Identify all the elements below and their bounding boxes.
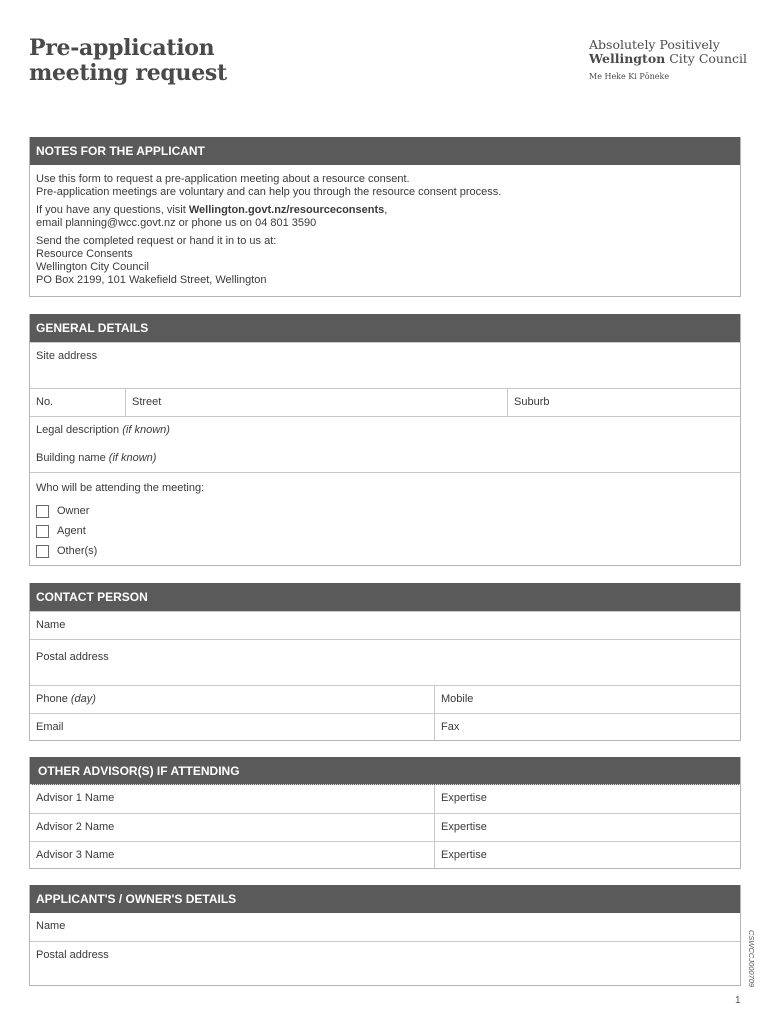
contact-postal-label: Postal address [36,651,109,663]
phone-field[interactable] [30,686,434,713]
phone-note: (day) [70,693,96,705]
applicant-postal-label: Postal address [36,949,109,961]
advisor-2-name-label: Advisor 2 Name [36,821,115,833]
no-label: No. [36,396,54,408]
legal-description-note: (if known) [122,424,170,436]
applicant-name-row[interactable] [30,913,740,941]
address-parts-row [30,388,740,416]
attending-row [30,472,740,566]
building-name-note: (if known) [108,452,157,464]
logo-tagline: Me Heke Ki Pōneke [589,72,670,81]
applicant-name-label: Name [36,920,66,932]
advisor-3-name-field[interactable] [30,842,434,869]
title-line-1: Pre-application [29,35,215,61]
option-agent[interactable] [30,521,740,541]
advisor-2-expertise-label: Expertise [441,821,487,833]
email-field[interactable] [30,714,434,741]
applicant-postal-row[interactable] [30,941,740,985]
logo-line-2 [589,52,747,66]
general-details-section [29,314,741,566]
advisor-2-name-field[interactable] [30,814,434,841]
council-logo [589,38,747,82]
advisor-1-expertise-label: Expertise [441,792,487,804]
advisor-3-expertise-field[interactable] [434,842,740,869]
fax-label: Fax [441,721,460,733]
contact-name-row[interactable] [30,611,740,639]
contact-person-heading: CONTACT PERSON [30,583,740,611]
agent-checkbox[interactable] [36,525,49,538]
mobile-label: Mobile [441,693,474,705]
page-number: 1 [735,995,741,1006]
notes-p2a-post: , [384,204,388,216]
advisor-row-1 [30,785,740,813]
attending-question: Who will be attending the meeting: [36,482,205,494]
applicant-section [29,885,741,986]
notes-p1b: Pre-application meetings are voluntary and can help you through the resource consent process. [36,186,502,198]
owner-checkbox[interactable] [36,505,49,518]
site-address-label: Site address [36,350,98,362]
advisor-1-name-field[interactable] [30,785,434,813]
advisor-row-3 [30,841,740,869]
suburb-field[interactable] [507,389,740,416]
notes-section [29,137,741,297]
notes-heading: NOTES FOR THE APPLICANT [30,137,740,165]
legal-description-field[interactable] [30,417,740,445]
resource-consents-link[interactable]: Wellington.govt.nz/resourceconsents [188,204,385,216]
advisor-3-name-label: Advisor 3 Name [36,849,115,861]
fax-field[interactable] [434,714,740,741]
notes-p2b: email planning@wcc.govt.nz or phone us on 04 801 3590 [36,217,317,229]
phone-label: Phone [36,693,71,705]
contact-name-label: Name [36,619,66,631]
advisor-2-expertise-field[interactable] [434,814,740,841]
notes-p2a-pre: If you have any questions, visit [36,204,189,216]
option-owner[interactable] [30,501,740,521]
advisors-section [29,757,741,869]
email-label: Email [36,721,64,733]
logo-line-1: Absolutely Positively [589,37,720,52]
building-name-label: Building name [36,452,109,464]
legal-building-row [30,416,740,472]
title-line-2: meeting request [29,60,227,86]
agent-label: Agent [57,525,86,537]
notes-p3d: PO Box 2199, 101 Wakefield Street, Wellington [36,274,267,286]
notes-p3b: Resource Consents [36,248,133,260]
advisor-3-expertise-label: Expertise [441,849,487,861]
option-others[interactable] [30,541,740,561]
notes-body [30,165,740,298]
legal-description-label: Legal description [36,424,123,436]
general-details-heading: GENERAL DETAILS [30,314,740,342]
logo-city-council: City Council [665,51,748,66]
notes-p1a: Use this form to request a pre-application meeting about a resource consent. [36,173,410,185]
contact-postal-row[interactable] [30,639,740,685]
page-title [29,36,227,86]
notes-p2a [36,204,734,217]
advisor-1-name-label: Advisor 1 Name [36,792,115,804]
no-field[interactable] [30,389,125,416]
street-field[interactable] [125,389,507,416]
contact-phone-row [30,685,740,713]
contact-person-section [29,583,741,741]
others-checkbox[interactable] [36,545,49,558]
site-address-row[interactable] [30,342,740,388]
notes-p3a: Send the completed request or hand it in to us at: [36,235,277,247]
notes-p3c: Wellington City Council [36,261,149,273]
others-label: Other(s) [57,545,98,557]
owner-label: Owner [57,505,90,517]
building-name-field[interactable] [30,445,740,473]
contact-email-row [30,713,740,741]
suburb-label: Suburb [514,396,550,408]
advisor-1-expertise-field[interactable] [434,785,740,813]
logo-wellington: Wellington [589,51,666,66]
advisor-row-2 [30,813,740,841]
mobile-field[interactable] [434,686,740,713]
form-code [742,930,762,990]
street-label: Street [132,396,162,408]
applicant-heading: APPLICANT'S / OWNER'S DETAILS [30,885,740,913]
form-code-text: CSWCCJ000709 [747,930,756,988]
advisors-heading: OTHER ADVISOR(S) IF ATTENDING [30,757,740,785]
